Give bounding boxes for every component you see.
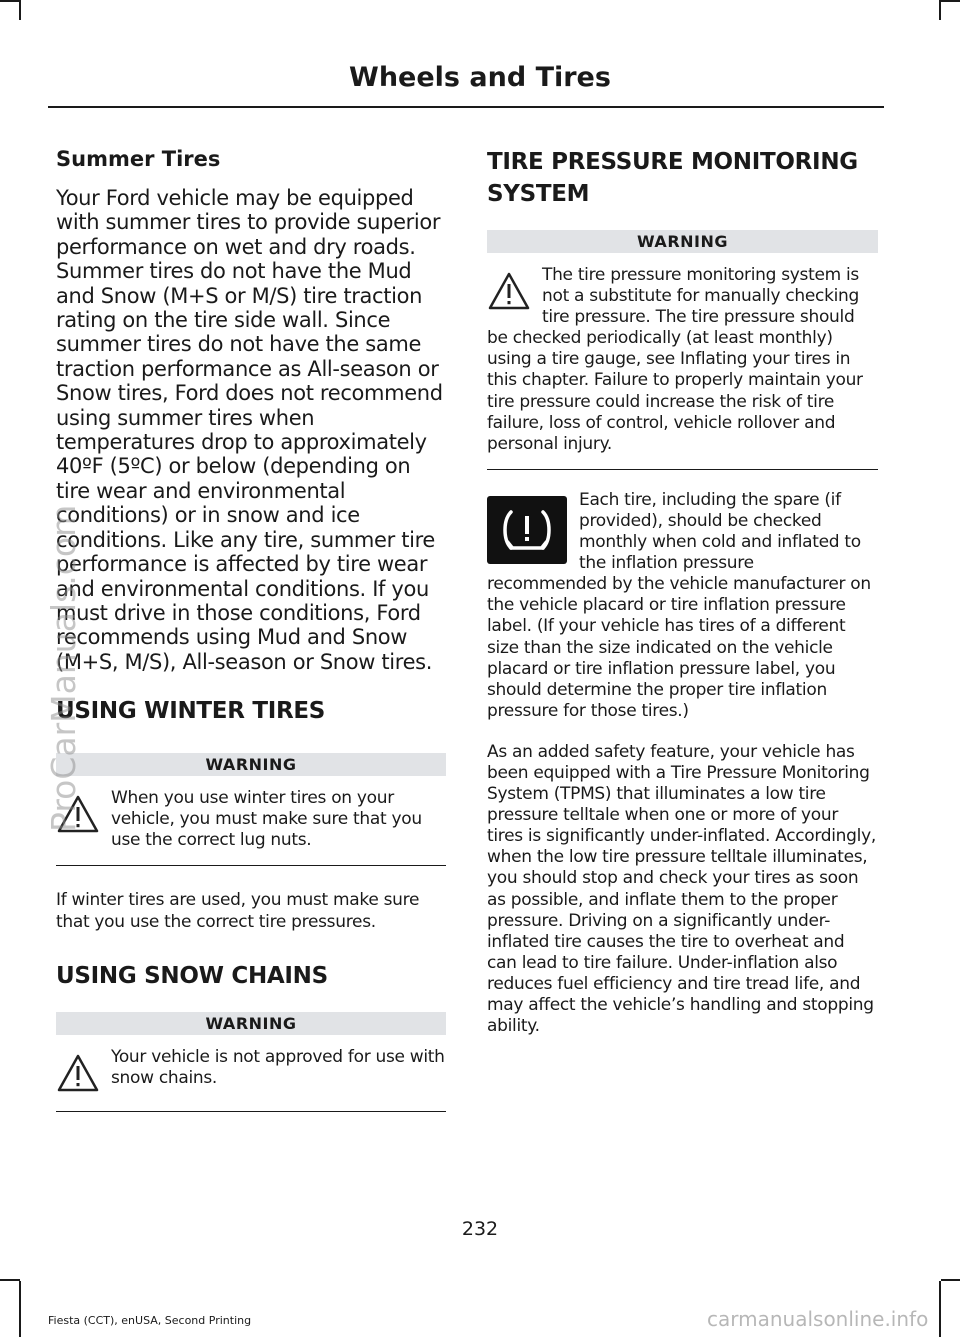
crop-mark	[939, 0, 941, 20]
chains-warning	[56, 1012, 446, 1112]
watermark-side: ProCarManuals.com	[44, 504, 83, 832]
footer-info: Fiesta (CCT), enUSA, Second Printing	[48, 1314, 252, 1327]
page-number: 232	[461, 1218, 499, 1240]
warning-text: Your vehicle is not approved for use with snow chains.	[111, 1046, 445, 1088]
winter-tires-paragraph: If winter tires are used, you must make sure that you use the correct tire pressures.	[56, 890, 420, 932]
warning-text: The tire pressure monitoring system is not a substitute for manually checking tire pressure. The tire pressure should be checked periodically (at least monthly) using a tire gauge, see Inflating your tires in this chapter. Failure to properly maintain your tire pressure could increase the risk of tire failure, loss of control, vehicle rollover and personal injury.	[487, 265, 863, 454]
summer-tires-heading: Summer Tires	[56, 147, 221, 171]
tpms-heading: TIRE PRESSURE MONITORING SYSTEM	[487, 149, 858, 207]
crop-mark	[939, 1281, 941, 1337]
warning-text: When you use winter tires on your vehicle, you must make sure that you use the correct lug nuts.	[111, 788, 422, 851]
winter-tires-heading: USING WINTER TIRES	[56, 698, 326, 725]
tpms-icon-block	[487, 488, 878, 722]
crop-mark	[0, 1279, 20, 1281]
header-rule	[48, 106, 884, 108]
tpms-warning	[487, 230, 878, 470]
winter-warning	[56, 753, 446, 866]
summer-tires-paragraph: Your Ford vehicle may be equipped with summer tires to provide superior performance on wet and dry roads. Summer tires do not have the Mud and Snow (M+S or M/S) tire traction rating on the tire side wall. Since summer tires do not have the same traction performance as All-season or Snow tires, Ford does not recommend using summer tires when temperatures drop to approximately 40ºF (5ºC) or below (depending on tire wear and environmental conditions) or in snow and ice conditions. Like any tire, summer tire performance is affected by tire wear and environmental conditions. If you must drive in those conditions, Ford recommends using Mud and Snow (M+S, M/S), All-season or Snow tires.	[56, 186, 443, 674]
crop-mark	[19, 1281, 21, 1337]
crop-mark	[941, 1279, 960, 1281]
crop-mark	[941, 0, 960, 2]
warning-label: WARNING	[56, 1012, 446, 1035]
tire-pressure-telltale-icon	[487, 496, 567, 564]
warning-body	[56, 1035, 446, 1112]
crop-mark	[0, 0, 19, 2]
warning-body	[56, 776, 446, 866]
tire-pressure-glyph	[497, 504, 557, 556]
page-title: Wheels and Tires	[349, 62, 611, 93]
crop-mark	[19, 0, 21, 20]
warning-triangle-icon	[487, 271, 531, 311]
warning-body	[487, 253, 878, 470]
tpms-paragraph: As an added safety feature, your vehicle has been equipped with a Tire Pressure Monitoring System (TPMS) that illuminates a low tire pressure telltale when one or more of your tires is significantly under-inflated. Accordingly, when the low tire pressure telltale illuminates, you should stop and check your tires as soon as possible, and inflate them to the proper pressure. Driving on a significantly under-inflated tire causes the tire to overheat and can lead to tire failure. Under-inflation also reduces fuel efficiency and tire tread life, and may affect the vehicle’s handling and stopping ability.	[487, 741, 876, 1037]
left-column	[56, 140, 446, 1112]
warning-triangle-icon	[56, 1053, 100, 1093]
snow-chains-heading: USING SNOW CHAINS	[56, 962, 328, 989]
watermark-corner: carmanualsonline.info	[707, 1307, 929, 1331]
right-column	[487, 140, 878, 1037]
warning-label: WARNING	[56, 753, 446, 776]
tpms-icon-paragraph: Each tire, including the spare (if provided), should be checked monthly when cold and inflated to the inflation pressure recommended by the vehicle manufacturer on the vehicle placard or tire inflation pressure label. (If your vehicle has tires of a different size than the size indicated on the vehicle placard or tire inflation pressure label, you should determine the proper tire inflation pressure for those tires.)	[487, 489, 871, 721]
warning-label: WARNING	[487, 230, 878, 253]
